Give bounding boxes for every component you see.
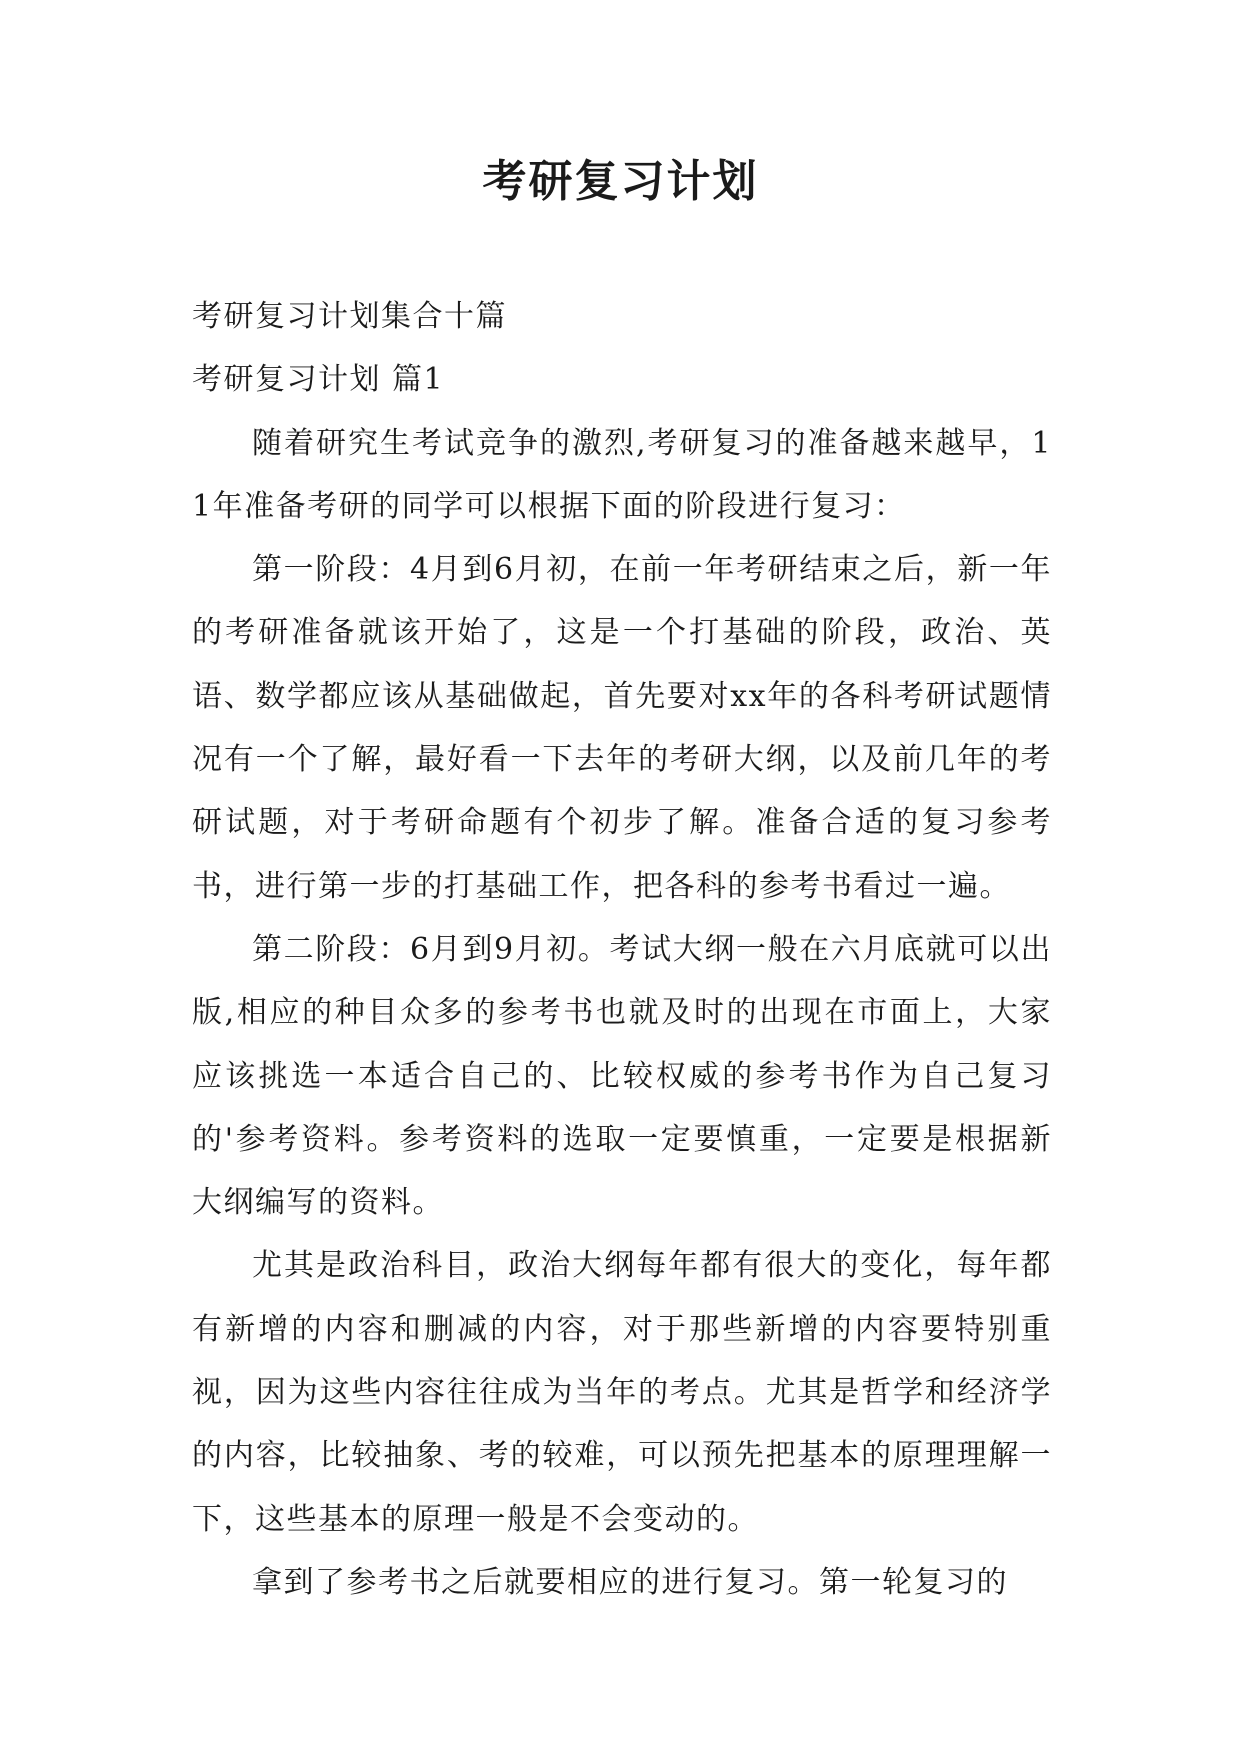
paragraph-4: 尤其是政治科目，政治大纲每年都有很大的变化，每年都有新增的内容和删减的内容，对于那些新增的内容要特别重视，因为这些内容往往成为当年的考点。尤其是哲学和经济学的内容，比较抽象、考的较难，可以预先把基本的原理理解一下，这些基本的原理一般是不会变动的。 — [192, 1248, 1052, 1537]
document-body — [192, 285, 1052, 1614]
paragraph-3: 第二阶段：6月到9月初。考试大纲一般在六月底就可以出版,相应的种目众多的参考书也就及时的出现在市面上，大家应该挑选一本适合自己的、比较权威的参考书作为自己复习的'参考资料。参考资料的选取一定要慎重，一定要是根据新大纲编写的资料。 — [192, 931, 1052, 1221]
document-title: 考研复习计划 — [482, 156, 759, 207]
paragraph-1: 随着研究生考试竞争的激烈,考研复习的准备越来越早，11年准备考研的同学可以根据下面的阶段进行复习： — [192, 425, 1052, 524]
paragraph-2: 第一阶段：4月到6月初，在前一年考研结束之后，新一年的考研准备就该开始了，这是一个打基础的阶段，政治、英语、数学都应该从基础做起，首先要对xx年的各科考研试题情况有一个了解，最好看一下去年的考研大纲，以及前几年的考研试题，对于考研命题有个初步了解。准备合适的复习参考书，进行第一步的打基础工作，把各科的参考书看过一遍。 — [192, 552, 1052, 904]
paragraph-5: 拿到了参考书之后就要相应的进行复习。第一轮复习的 — [252, 1564, 1008, 1600]
section-heading: 考研复习计划 篇1 — [192, 362, 445, 398]
document-subtitle: 考研复习计划集合十篇 — [192, 299, 507, 334]
